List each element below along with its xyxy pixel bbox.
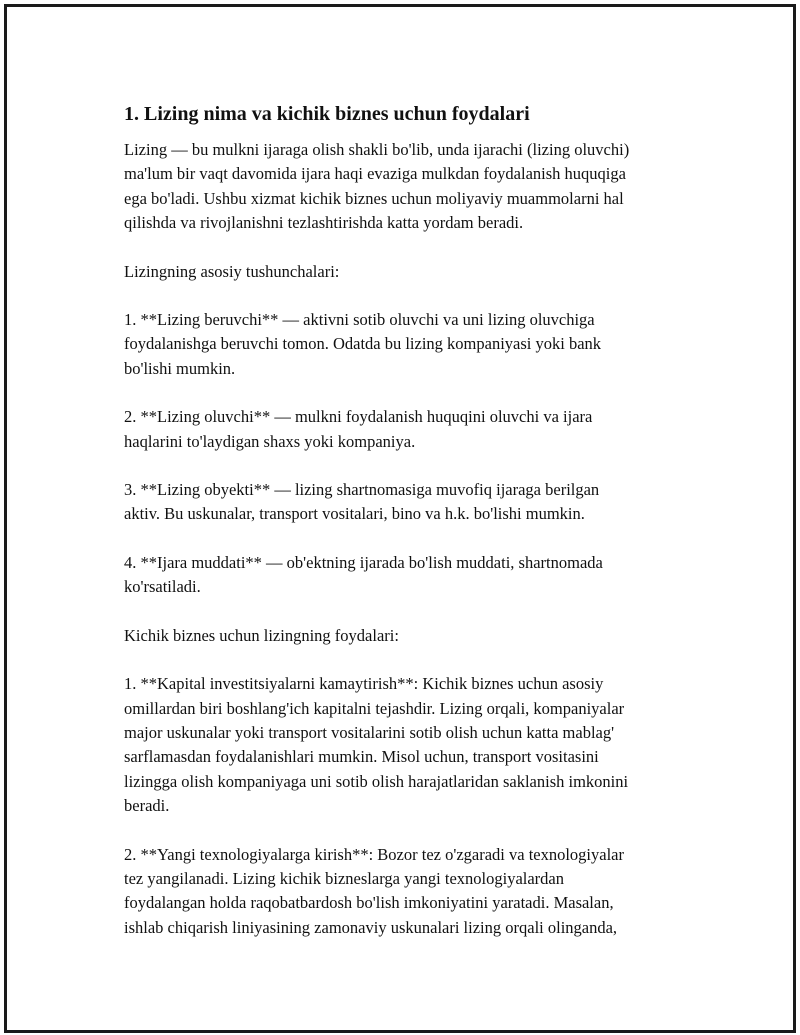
document-body — [124, 99, 704, 964]
concept-item-lessor: 1. **Lizing beruvchi** — aktivni sotib oluvchi va uni lizing oluvchiga foydalanishga beruvchi tomon. Odatda bu lizing kompaniyasi yoki bank bo'lishi mumkin. — [124, 310, 602, 378]
section-heading: 1. Lizing nima va kichik biznes uchun foydalari — [124, 103, 530, 125]
concept-item-lessee: 2. **Lizing oluvchi** — mulkni foydalanish huquqini oluvchi va ijara haqlarini to'laydigan shaxs yoki kompaniya. — [124, 407, 593, 451]
intro-paragraph: Lizing — bu mulkni ijaraga olish shakli bo'lib, unda ijarachi (lizing oluvchi) ma'lum bir vaqt davomida ijara haqi evaziga mulkdan foydalanish huquqiga ega bo'ladi. Ushbu xizmat kichik biznes uchun moliyaviy muammolarni hal qilishda va rivojlanishni tezlashtirishda katta yordam beradi. — [124, 140, 630, 233]
benefit-item-technology: 2. **Yangi texnologiyalarga kirish**: Bozor tez o'zgaradi va texnologiyalar tez yangilanadi. Lizing kichik bizneslarga yangi texnologiyalardan foydalangan holda raqobatbardosh bo'lish imkoniyatini yaratadi. Masalan, ishlab chiqarish liniyasining zamonaviy uskunalari lizing orqali olinganda, — [124, 844, 624, 937]
page-frame — [4, 4, 796, 1033]
concept-item-term: 4. **Ijara muddati** — ob'ektning ijarada bo'lish muddati, shartnomada ko'rsatiladi. — [124, 552, 603, 597]
benefit-item-capital: 1. **Kapital investitsiyalarni kamaytirish**: Kichik biznes uchun asosiy omillardan biri boshlang'ich kapitalni tejashdir. Lizing orqali, kompaniyalar major uskunalar yoki transport vositalarini sotib olish uchun katta mablag' sarflamasdan foydalanishlari mumkin. Misol uchun, transport vositasini lizingga olish kompaniyaga uni sotib olish harajatlaridan saklanish imkonini beradi. — [124, 674, 629, 816]
benefits-heading-paragraph: Kichik biznes uchun lizingning foydalari: — [124, 625, 399, 645]
concept-item-object: 3. **Lizing obyekti** — lizing shartnomasiga muvofiq ijaraga berilgan aktiv. Bu uskunalar, transport vositalari, bino va h.k. bo'lishi mumkin. — [124, 480, 600, 524]
concepts-heading-paragraph: Lizingning asosiy tushunchalari: — [124, 261, 340, 281]
